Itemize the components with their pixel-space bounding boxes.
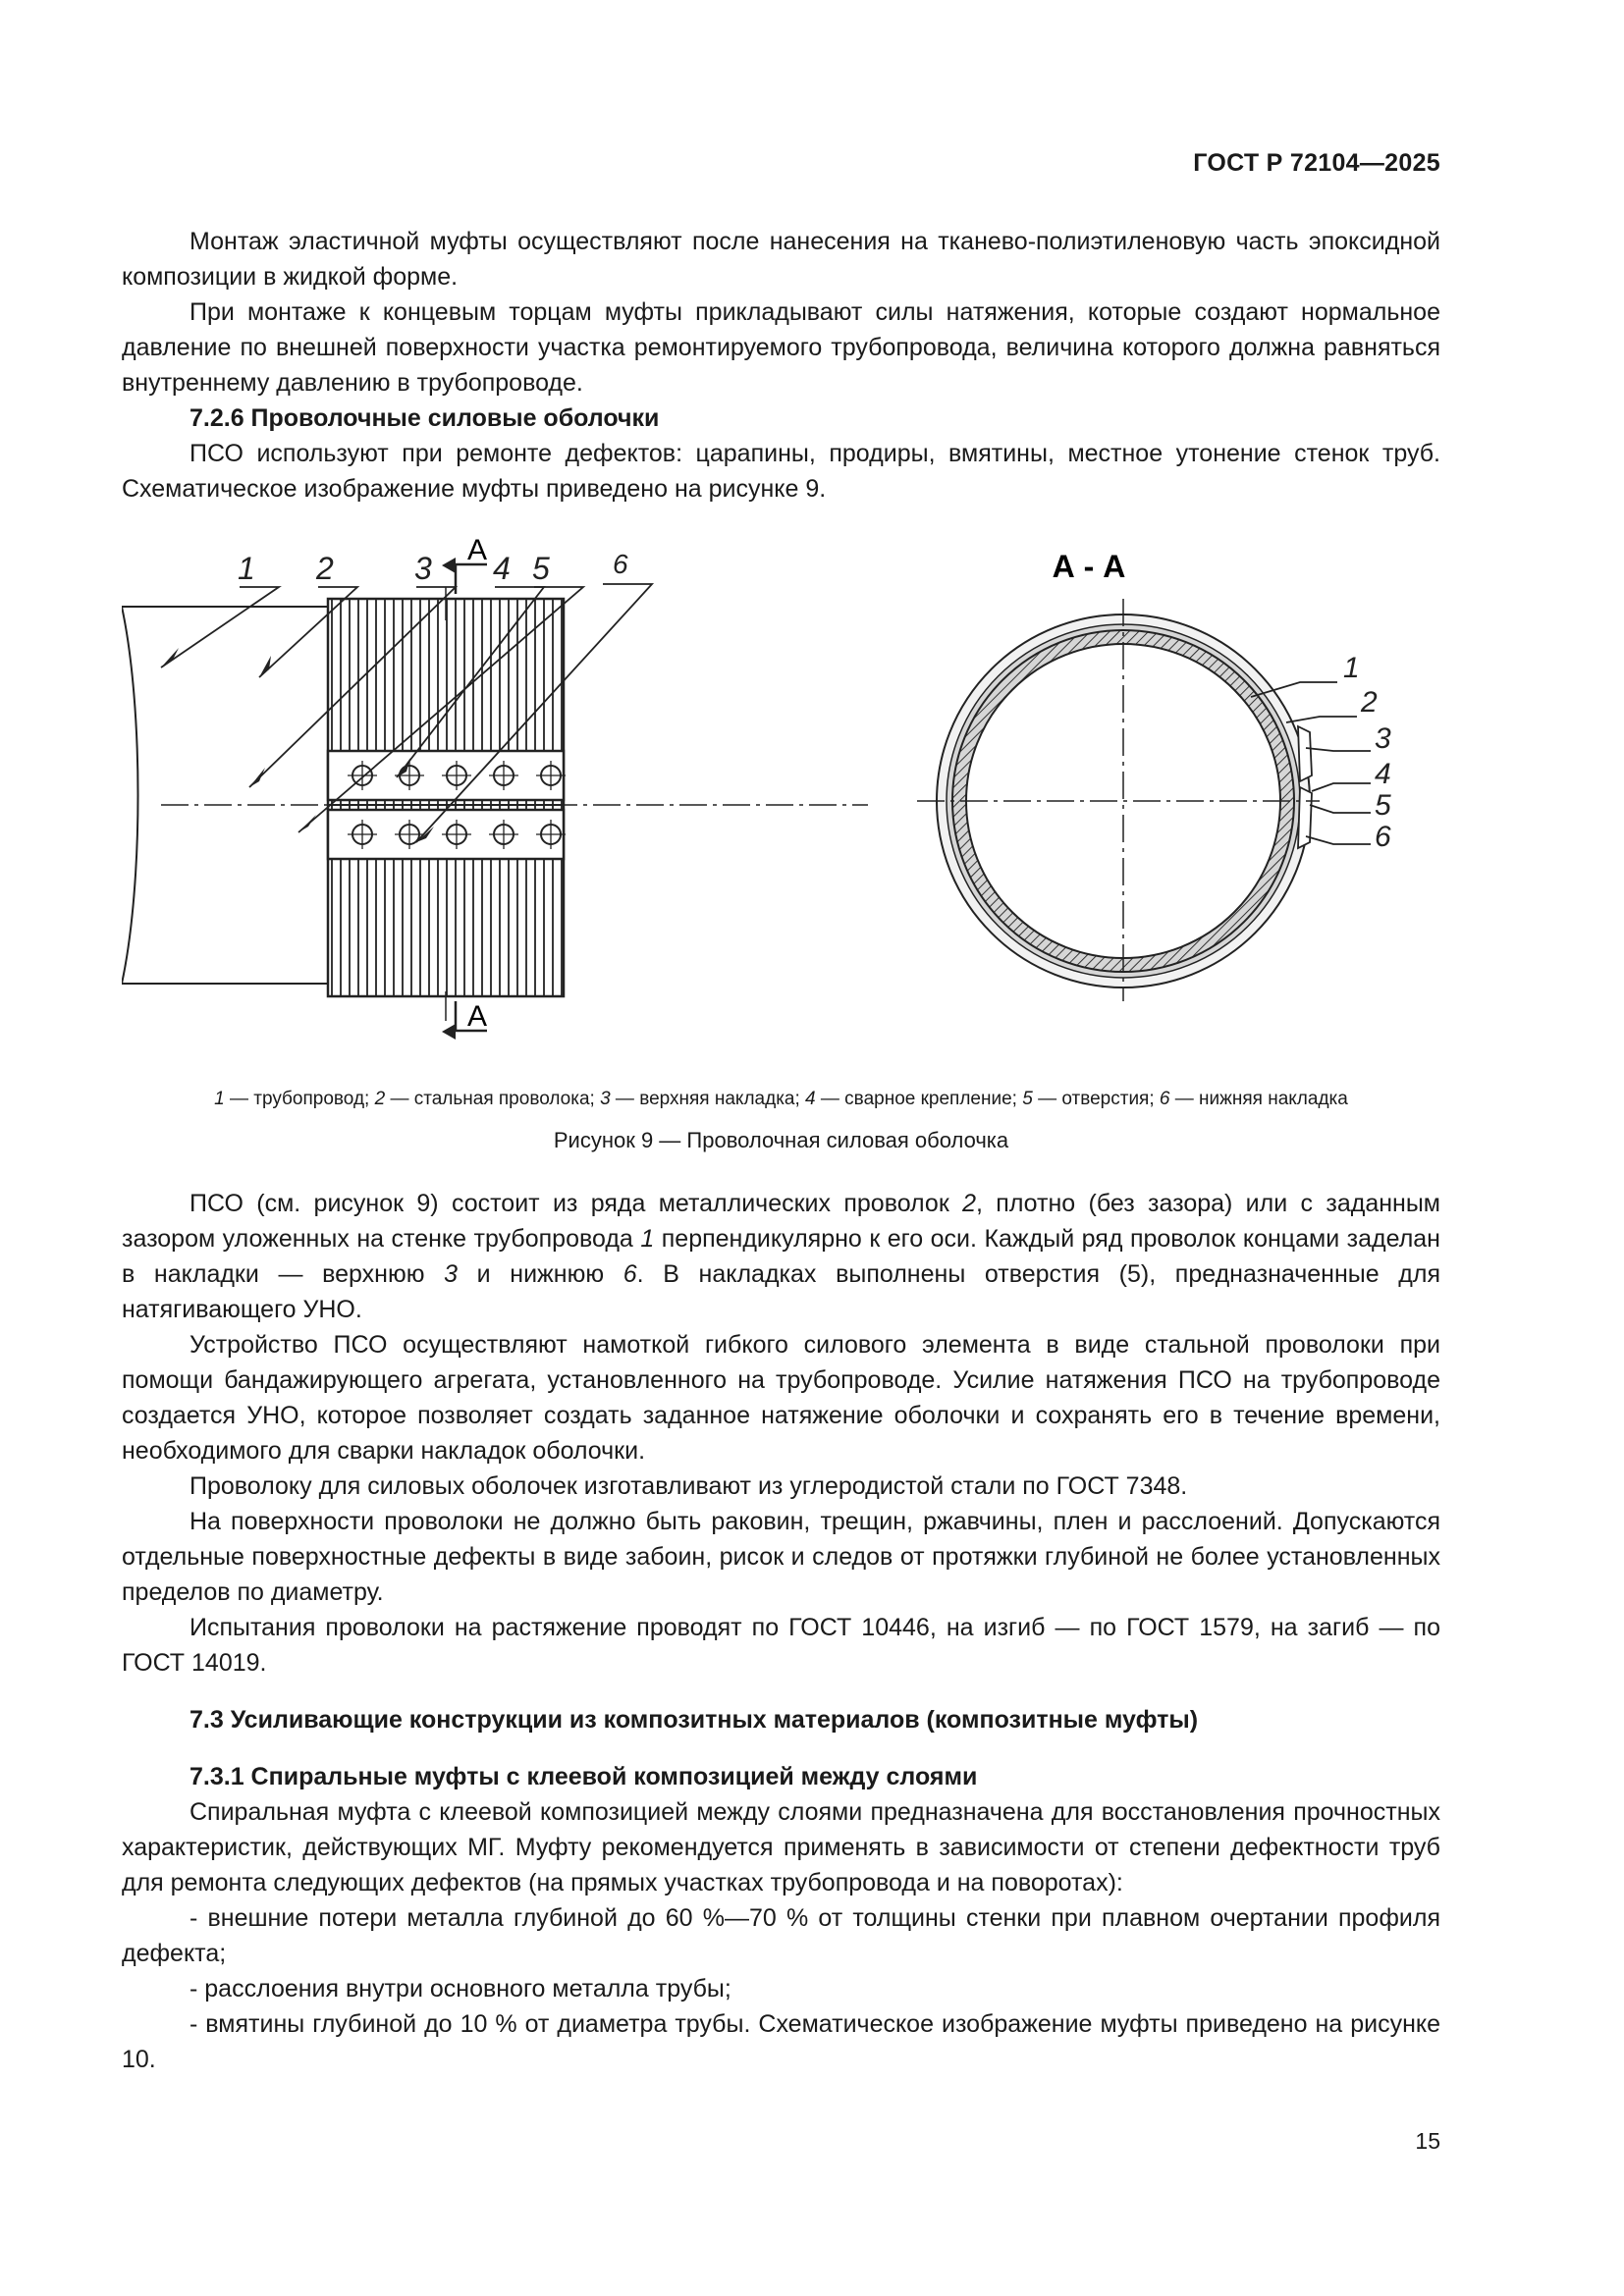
paragraph: Монтаж эластичной муфты осуществляют после нанесения на тканево-полиэтиленовую часть эпоксидной композиции в жидкой форме.: [122, 228, 1440, 291]
text-run: перпендикулярно к его оси. Каждый ряд проволок концами заделан в накладки — верхнюю: [122, 1225, 1440, 1288]
paragraph: Устройство ПСО осуществляют намоткой гибкого силового элемента в виде стальной проволоки при помощи бандажирующего агрегата, установленного на трубопроводе. Усилие натяжения ПСО на трубопроводе создается УНО, которое позволяет создать заданное натяжение оболочки и сохранять его в течение времени, необходимого для сварки накладок оболочки.: [122, 1331, 1440, 1465]
callout-2-section: 2: [1361, 686, 1378, 719]
section-label: А: [467, 534, 488, 566]
section-heading: 7.2.6 Проволочные силовые оболочки: [189, 404, 660, 432]
document-header: ГОСТ Р 72104—2025: [1193, 149, 1440, 177]
page-number: 15: [1415, 2128, 1440, 2154]
legend-num: 2: [374, 1089, 386, 1109]
paragraph: Испытания проволоки на растяжение проводят по ГОСТ 10446, на изгиб — по ГОСТ 1579, на загиб — по ГОСТ 14019.: [122, 1614, 1440, 1677]
section-title: А - А: [1052, 549, 1126, 584]
legend-text: — трубопровод;: [224, 1089, 375, 1109]
text-block-top: [122, 224, 1440, 507]
list-item: - вмятины глубиной до 10 % от диаметра трубы. Схематическое изображение муфты приведено на рисунке 10.: [122, 2010, 1440, 2073]
callout-5-section: 5: [1375, 789, 1391, 822]
legend-text: — сварное крепление;: [815, 1089, 1023, 1109]
figure-9: [122, 530, 1457, 1060]
text-run: и нижнюю: [458, 1260, 623, 1288]
cross-section-view: [917, 549, 1320, 1001]
legend-num: 6: [1159, 1089, 1170, 1109]
ref-number: 6: [623, 1260, 637, 1288]
callout-3-section: 3: [1375, 722, 1391, 755]
callout-1: 1: [238, 551, 255, 586]
legend-num: 4: [805, 1089, 816, 1109]
section-label: А: [467, 1000, 488, 1033]
callout-5: 5: [532, 551, 550, 586]
callout-6: 6: [613, 549, 628, 579]
list-item: - расслоения внутри основного металла трубы;: [189, 1975, 731, 2002]
figure-caption: Рисунок 9 — Проволочная силовая оболочка: [553, 1128, 1009, 1152]
paragraph: [122, 1186, 1440, 1327]
legend-text: — нижняя накладка: [1169, 1089, 1348, 1109]
paragraph: На поверхности проволоки не должно быть раковин, трещин, ржавчины, плен и расслоений. Допускаются отдельные поверхностные дефекты в виде забоин, рисок и следов от протяжки глубиной не более установленных пределов по диаметру.: [122, 1508, 1440, 1606]
figure-9-drawing: [122, 530, 1457, 1060]
paragraph: Спиральная муфта с клеевой композицией между слоями предназначена для восстановления прочностных характеристик, действующих МГ. Муфту рекомендуется применять в зависимости от степени дефектности труб для ремонта следующих дефектов (на прямых участках трубопровода и на поворотах):: [122, 1798, 1440, 1896]
legend-text: — верхняя накладка;: [610, 1089, 806, 1109]
text-run: ПСО (см. рисунок 9) состоит из ряда металлических проволок: [189, 1190, 963, 1217]
list-item: - внешние потери металла глубиной до 60 %—70 % от толщины стенки при плавном очертании профиля дефекта;: [122, 1904, 1440, 1967]
callout-4-section: 4: [1375, 758, 1391, 790]
paragraph: ПСО используют при ремонте дефектов: царапины, продиры, вмятины, местное утонение стенок труб. Схематическое изображение муфты приведено на рисунке 9.: [122, 440, 1440, 503]
text-block-bottom: [122, 1186, 1440, 2077]
callout-2: 2: [316, 551, 334, 586]
text-run: , плотно (без зазора) или с заданным зазором уложенных на стенке трубопровода: [122, 1190, 1440, 1253]
callout-4: 4: [493, 551, 511, 586]
text-run: . В накладках выполнены отверстия (5), предназначенные для натягивающего УНО.: [122, 1260, 1440, 1323]
legend-text: — отверстия;: [1032, 1089, 1160, 1109]
ref-number: 3: [444, 1260, 459, 1288]
legend-num: 3: [600, 1089, 611, 1109]
callout-6-section: 6: [1375, 821, 1391, 853]
paragraph: Проволоку для силовых оболочек изготавливают из углеродистой стали по ГОСТ 7348.: [189, 1472, 1188, 1500]
callout-1-section: 1: [1343, 652, 1360, 684]
paragraph: При монтаже к концевым торцам муфты прикладывают силы натяжения, которые создают нормальное давление по внешней поверхности участка ремонтируемого трубопровода, величина которого должна равняться внутреннему давлению в трубопроводе.: [122, 298, 1440, 397]
legend-num: 1: [214, 1089, 225, 1109]
legend-num: 5: [1022, 1089, 1033, 1109]
legend-text: — стальная проволока;: [385, 1089, 601, 1109]
subsection-heading: 7.3.1 Спиральные муфты с клеевой композицией между слоями: [189, 1763, 978, 1790]
ref-number: 1: [640, 1225, 655, 1253]
section-heading: 7.3 Усиливающие конструкции из композитных материалов (композитные муфты): [189, 1706, 1199, 1734]
section-mark-top: [442, 534, 487, 594]
section-mark-bottom: [442, 1000, 487, 1040]
callout-3: 3: [414, 551, 432, 586]
steel-wire-band: [328, 599, 564, 996]
ref-number: 2: [962, 1190, 976, 1217]
figure-legend: [122, 1088, 1440, 1111]
